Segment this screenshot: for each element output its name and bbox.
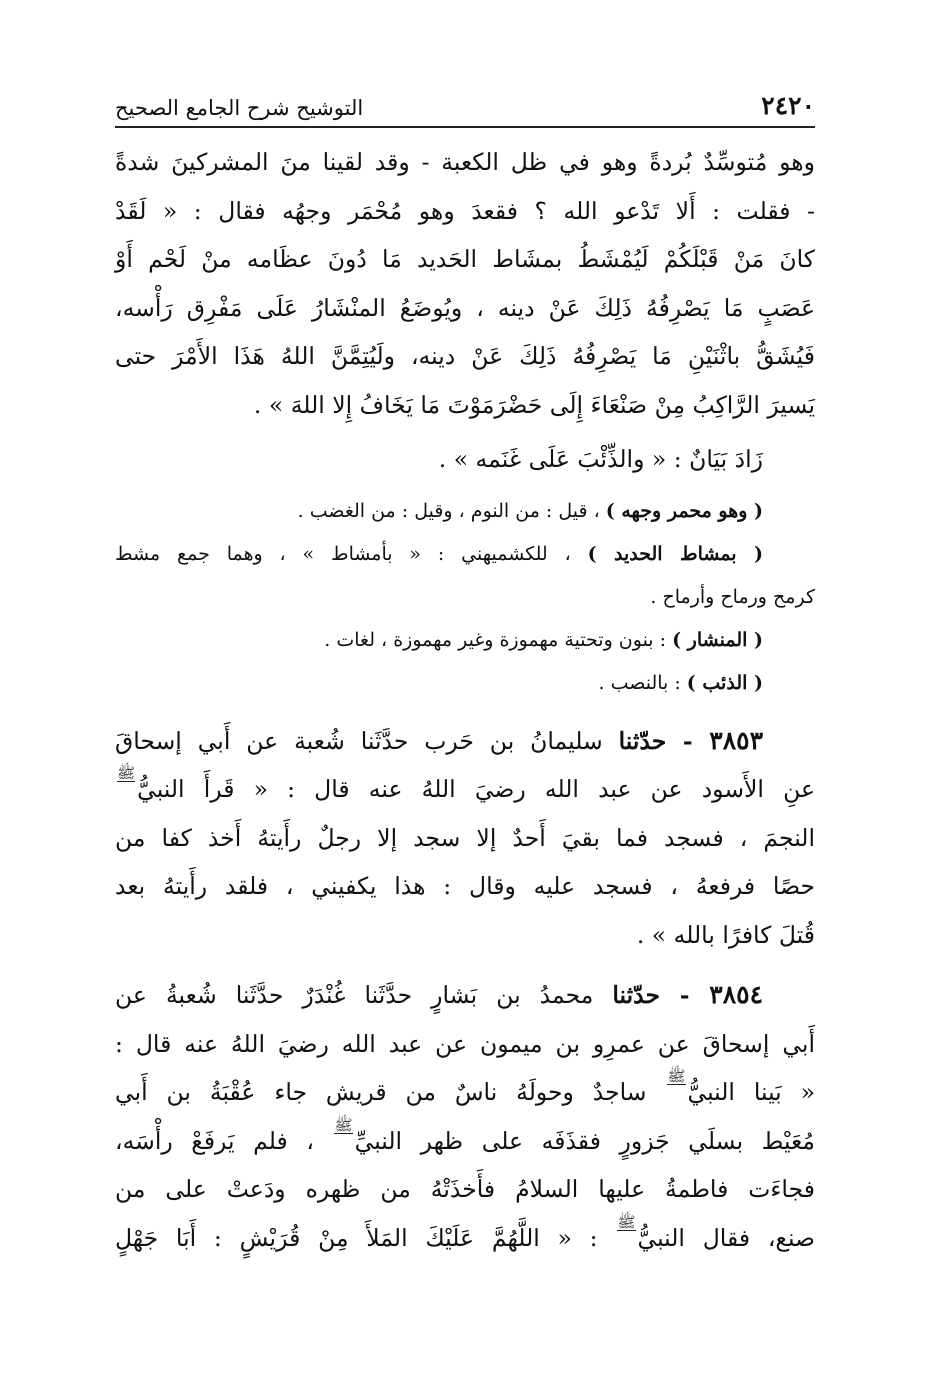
note-term: ( وهو محمر وجهه ) [605, 499, 763, 522]
hadith-3854 [115, 971, 815, 1262]
text-line: - فقلت : أَلا تَدْعو الله ؟ فقعدَ وهو مُحْمَر وجهُه فقال : « لَقَدْ [115, 196, 815, 225]
note-text: : بنون وتحتية مهموزة وغير مهموزة ، لغات . [324, 628, 673, 651]
text-line: فَيُشَقُّ باثْنَيْنِ مَا يَصْرِفُهُ ذَلِكَ عَنْ دينه، ولَيُتِمَّنَّ اللهُ هَذَا الأَمْرَ حتى [115, 342, 815, 370]
text-line [115, 1068, 815, 1117]
salutation-mark: ﷺ [667, 1067, 686, 1085]
text-line [115, 1214, 815, 1263]
text-line: يَسيرَ الرَّاكِبُ مِنْ صَنْعَاءَ إِلَى حَضْرَمَوْتَ مَا يَخَافُ إِلا اللهَ » . [253, 390, 815, 419]
text-line: وهو مُتوسِّدٌ بُردةً وهو في ظل الكعبة - وقد لقينا منَ المشركينَ شدةً [115, 148, 815, 176]
text-line: فجاءَت فاطمةُ عليها السلامُ فأَخذَتْهُ من ظهره ودَعتْ على من [115, 1175, 815, 1203]
salutation-mark: ﷺ [617, 1212, 636, 1231]
hadith-lead: - حدّثنا [618, 726, 710, 755]
text-run: محمدُ بن بَشارٍ حدَّثَنا غُنْدَرٌ حدَّثَنا شُعبةُ عن [115, 981, 613, 1009]
note-text: ، للكشميهني : « بأمشاط » ، وهما جمع مشط [115, 542, 588, 565]
note-line [115, 619, 815, 662]
text-run: « بَينا النبيُّ [687, 1078, 815, 1106]
book-page [115, 78, 815, 1262]
page-number: ٢٤٢٠ [761, 91, 815, 120]
text-run: ساجدٌ وحولَهُ ناسٌ من قريش جاء عُقْبَةُ بن أَبي [115, 1078, 666, 1106]
text-line: كانَ مَنْ قَبْلَكُمْ لَيُمْشَطُ بمشَاط الحَديد مَا دُونَ عظَامه منْ لَحْم أَوْ [115, 245, 815, 273]
note-term: ( المنشار ) [672, 628, 763, 651]
note-line [115, 490, 815, 533]
text-line: عَصَبٍ مَا يَصْرِفُهُ ذَلِكَ عَنْ دينه ، ويُوضَعُ المنْشَارُ عَلَى مَفْرِق رَأْسه، [115, 293, 815, 322]
text-line: النجمَ ، فسجد فما بقيَ أَحدٌ إلا سجد إلا رجلٌ رأَيتهُ أَخذ كفا من [115, 823, 815, 852]
salutation-mark: ﷺ [117, 764, 136, 782]
text-line [115, 1117, 815, 1166]
note-text: ، قيل : من النوم ، وقيل : من الغضب . [297, 499, 606, 522]
hadith-3853 [115, 717, 815, 960]
text-run: صنع، فقال النبيُّ [637, 1223, 815, 1252]
text-line [115, 717, 815, 766]
page-body [115, 138, 815, 1262]
commentary-notes [115, 490, 815, 705]
text-run: عنِ الأَسود عن عبد الله رضيَ اللهُ عنه قال : « قَرأَ النبيُّ [137, 775, 815, 803]
note-line: كرمح ورماح وأرماح . [650, 585, 815, 608]
running-title: التوشيح شرح الجامع الصحيح [115, 96, 364, 120]
hadith-number: ٣٨٥٣ [709, 725, 763, 755]
text-line: حصًا فرفعهُ ، فسجد عليه وقال : هذا يكفيني ، فلقد رأَيتهُ بعد [115, 872, 815, 900]
salutation-mark: ﷺ [334, 1115, 353, 1134]
note-text: : بالنصب . [598, 671, 687, 694]
hadith-lead: - حدّثنا [612, 981, 710, 1009]
text-run: سليمانُ بن حَرب حدَّثَنا شُعبة عن أَبي إسحاقَ [115, 726, 619, 755]
hadith-number: ٣٨٥٤ [709, 980, 763, 1009]
note-term: ( بمشاط الحديد ) [587, 542, 763, 565]
hadith-continuation [115, 138, 815, 429]
page-header [115, 78, 815, 128]
note-line [115, 533, 815, 576]
text-line: أَبي إسحاقَ عن عمرِو بن ميمون عن عبد الله رضيَ اللهُ عنه قال : [115, 1029, 815, 1058]
note-line [115, 662, 815, 705]
text-line [115, 765, 815, 814]
text-line: قُتلَ كافرًا بالله » . [636, 920, 815, 949]
text-run: : « اللَّهُمَّ عَلَيْكَ المَلأَ مِنْ قُرَيْشٍ : أَبَا جَهْلٍ [115, 1223, 616, 1252]
text-run: ، فلم يَرفَعْ رأْسَه، [115, 1126, 333, 1155]
bayan-addition: زَادَ بَيَانٌ : « والذِّئْبَ عَلَى غَنَمه » . [438, 445, 763, 473]
note-term: ( الذئب ) [686, 671, 763, 694]
text-run: مُعَيْط بسلَي جَزورٍ فقذَفَه على ظهر النبيِّ [354, 1126, 815, 1155]
text-line [115, 971, 815, 1020]
